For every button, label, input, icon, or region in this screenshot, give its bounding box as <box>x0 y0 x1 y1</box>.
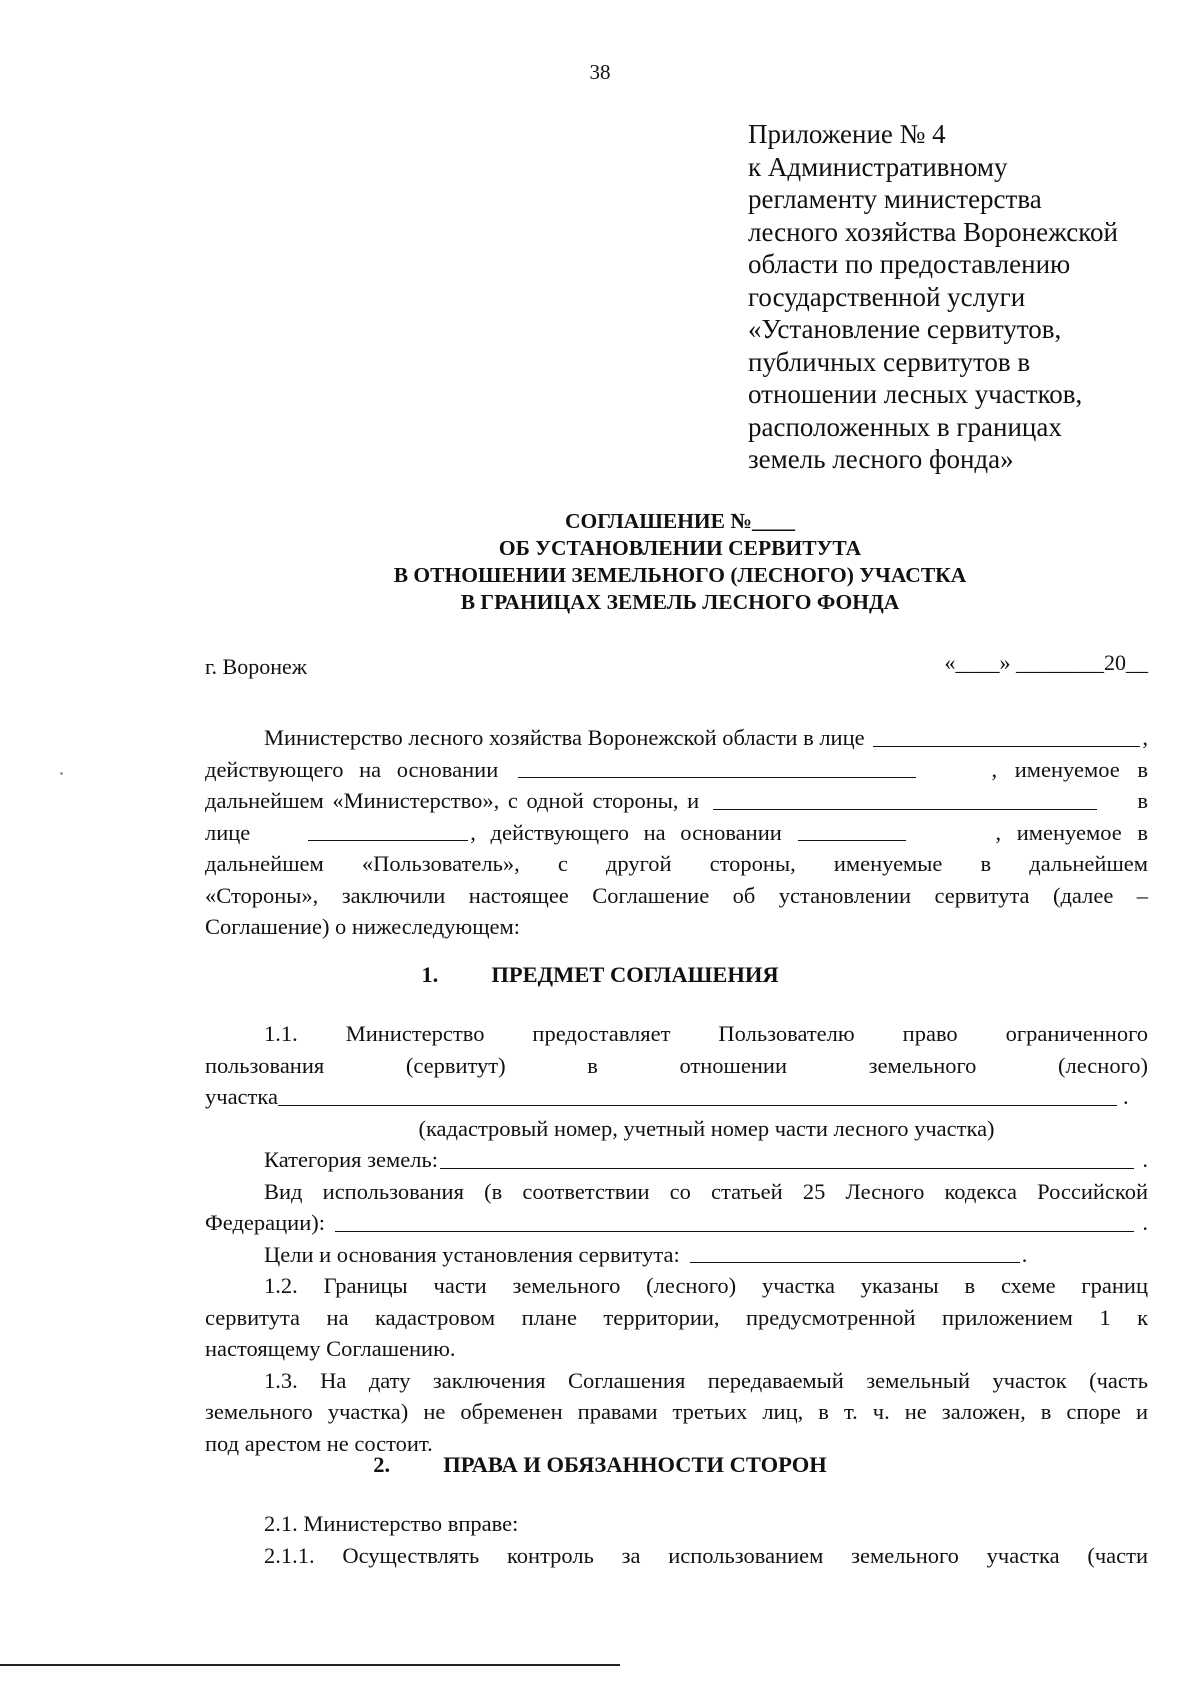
appendix-block <box>748 118 1168 476</box>
appendix-line: земель лесного фонда» <box>748 444 1014 474</box>
paragraph-line: Вид использования (в соответствии со статьей 25 Лесного кодекса Российской <box>264 1178 1148 1204</box>
paragraph-line <box>205 1144 1148 1176</box>
preamble-text: , действующего на основании <box>470 819 782 845</box>
paragraph-line <box>205 1239 1148 1271</box>
paragraph-line: земельного участка) не обременен правами третьих лиц, в т. ч. не заложен, в споре и <box>205 1399 1148 1424</box>
preamble-text: дальнейшем «Министерство», с одной стороны, и <box>205 788 700 813</box>
blank-line <box>798 817 906 842</box>
preamble-line: Соглашение) о нижеследующем: <box>205 914 521 939</box>
blank-line <box>335 1207 1134 1232</box>
preamble-line <box>205 785 1148 817</box>
paragraph-text: Цели и основания установления сервитута: <box>264 1241 680 1267</box>
preamble-text: , именуемое в <box>991 756 1148 782</box>
blank-line <box>518 754 916 779</box>
paragraph-text: . <box>1142 1147 1148 1172</box>
section-2-heading <box>0 1452 1200 1478</box>
appendix-line: государственной услуги <box>748 281 1026 312</box>
appendix-line: области по предоставлению <box>748 249 1071 279</box>
paragraph-text: . <box>1021 1241 1028 1267</box>
paragraph-text: Федерации): <box>205 1210 326 1235</box>
paragraph-line: 2.1.1. Осуществлять контроль за использованием земельного участка (части <box>264 1542 1148 1568</box>
section-2-body <box>205 1508 1148 1571</box>
appendix-line: отношении лесных участков, <box>748 379 1083 409</box>
title-line: СОГЛАШЕНИЕ №____ <box>565 509 795 533</box>
appendix-line: расположенных в границах <box>748 411 1062 442</box>
blank-line <box>308 817 468 842</box>
preamble-text: Министерство лесного хозяйства Воронежской области в лице <box>264 725 865 750</box>
title-line: В ГРАНИЦАХ ЗЕМЕЛЬ ЛЕСНОГО ФОНДА <box>460 590 900 614</box>
agreement-title <box>180 508 1180 616</box>
paragraph-line: 1.3. На дату заключения Соглашения передаваемый земельный участок (часть <box>264 1367 1148 1393</box>
scan-edge-line <box>0 1664 620 1666</box>
blank-line <box>873 722 1141 747</box>
preamble-line: «Стороны», заключили настоящее Соглашение об установлении сервитута (далее – <box>205 882 1148 908</box>
title-line: ОБ УСТАНОВЛЕНИИ СЕРВИТУТА <box>498 536 862 560</box>
date-field: «____» ________20__ <box>944 650 1148 675</box>
preamble-text: действующего на основании <box>205 756 499 782</box>
paragraph-line: под арестом не состоит. <box>205 1430 433 1456</box>
paragraph-text: . <box>1142 1210 1148 1235</box>
blank-line <box>690 1239 1020 1264</box>
section-1-heading <box>0 962 1200 988</box>
section-number: 2. <box>373 1452 391 1477</box>
section-title: ПРЕДМЕТ СОГЛАШЕНИЯ <box>491 962 779 987</box>
appendix-line: регламенту министерства <box>748 184 1042 214</box>
paragraph-line: сервитута на кадастровом плане территории, предусмотренной приложением 1 к <box>205 1304 1148 1330</box>
paragraph-line: 2.1. Министерство вправе: <box>264 1511 519 1536</box>
preamble-text: , именуемое в <box>995 819 1148 845</box>
preamble-text: в <box>1137 788 1148 813</box>
paragraph-line <box>205 1081 1148 1113</box>
paragraph-line: пользования (сервитут) в отношении земельного (лесного) <box>205 1052 1148 1078</box>
field-caption: (кадастровый номер, учетный номер части лесного участка) <box>418 1115 995 1141</box>
page-number: 38 <box>589 60 611 84</box>
preamble <box>205 722 1148 943</box>
paragraph-line: 1.1. Министерство предоставляет Пользователю право ограниченного <box>264 1021 1148 1046</box>
city: г. Воронеж <box>205 654 307 679</box>
paragraph-line: настоящему Соглашению. <box>205 1336 456 1361</box>
appendix-line: к Административному <box>748 151 1008 182</box>
appendix-line: лесного хозяйства Воронежской <box>748 216 1118 247</box>
blank-line <box>713 785 1097 810</box>
preamble-line: дальнейшем «Пользователь», с другой стороны, именуемые в дальнейшем <box>205 851 1148 876</box>
appendix-line: Приложение № 4 <box>748 119 946 149</box>
preamble-text: , <box>1142 725 1148 750</box>
preamble-text: лице <box>205 819 251 845</box>
paragraph-text: . <box>1122 1084 1129 1109</box>
paragraph-text: участка <box>205 1084 278 1109</box>
title-line: В ОТНОШЕНИИ ЗЕМЕЛЬНОГО (ЛЕСНОГО) УЧАСТКА <box>393 563 967 587</box>
paragraph-text: Категория земель: <box>264 1147 438 1172</box>
preamble-line <box>205 754 1148 786</box>
paragraph-line <box>205 1207 1148 1239</box>
appendix-line: «Установление сервитутов, <box>748 314 1062 344</box>
blank-line <box>278 1081 1117 1106</box>
scan-artifact <box>60 772 63 775</box>
blank-line <box>440 1144 1134 1169</box>
preamble-line <box>205 817 1148 849</box>
section-1-body <box>205 1018 1148 1459</box>
section-number: 1. <box>421 962 439 987</box>
section-title: ПРАВА И ОБЯЗАННОСТИ СТОРОН <box>443 1452 827 1477</box>
appendix-line: публичных сервитутов в <box>748 346 1031 377</box>
preamble-line <box>205 722 1148 754</box>
paragraph-line: 1.2. Границы части земельного (лесного) участка указаны в схеме границ <box>264 1273 1148 1298</box>
